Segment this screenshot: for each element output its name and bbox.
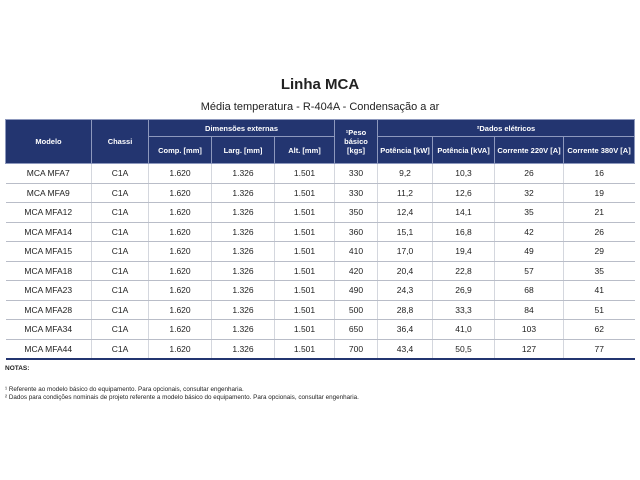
cell-chassi: C1A bbox=[92, 164, 149, 184]
cell-modelo: MCA MFA9 bbox=[6, 183, 92, 203]
cell-corrente-380v: 41 bbox=[564, 281, 635, 301]
cell-comp: 1.620 bbox=[149, 203, 212, 223]
cell-comp: 1.620 bbox=[149, 339, 212, 359]
note-2: ² Dados para condições nominais de projeto referente a modelo básico do equipamento. Para opcionais, consultar engenharia. bbox=[5, 394, 359, 401]
cell-potencia-kva: 10,3 bbox=[433, 164, 495, 184]
cell-corrente-220v: 103 bbox=[495, 320, 564, 340]
cell-chassi: C1A bbox=[92, 300, 149, 320]
header-potencia-kw: Potência [kW] bbox=[378, 137, 433, 164]
cell-chassi: C1A bbox=[92, 183, 149, 203]
cell-larg: 1.326 bbox=[212, 281, 275, 301]
cell-chassi: C1A bbox=[92, 203, 149, 223]
cell-corrente-220v: 35 bbox=[495, 203, 564, 223]
cell-potencia-kw: 20,4 bbox=[378, 261, 433, 281]
cell-comp: 1.620 bbox=[149, 300, 212, 320]
cell-larg: 1.326 bbox=[212, 320, 275, 340]
cell-comp: 1.620 bbox=[149, 281, 212, 301]
table-row bbox=[6, 242, 635, 262]
header-peso: ¹Peso básico [kgs] bbox=[335, 120, 378, 164]
cell-comp: 1.620 bbox=[149, 222, 212, 242]
cell-modelo: MCA MFA34 bbox=[6, 320, 92, 340]
table-row bbox=[6, 261, 635, 281]
cell-larg: 1.326 bbox=[212, 242, 275, 262]
cell-modelo: MCA MFA12 bbox=[6, 203, 92, 223]
cell-potencia-kva: 16,8 bbox=[433, 222, 495, 242]
cell-comp: 1.620 bbox=[149, 261, 212, 281]
table-row bbox=[6, 300, 635, 320]
cell-potencia-kw: 43,4 bbox=[378, 339, 433, 359]
cell-peso: 410 bbox=[335, 242, 378, 262]
cell-corrente-380v: 35 bbox=[564, 261, 635, 281]
cell-potencia-kva: 41,0 bbox=[433, 320, 495, 340]
table-row bbox=[6, 281, 635, 301]
cell-corrente-220v: 68 bbox=[495, 281, 564, 301]
cell-corrente-220v: 49 bbox=[495, 242, 564, 262]
cell-larg: 1.326 bbox=[212, 300, 275, 320]
cell-alt: 1.501 bbox=[275, 339, 335, 359]
cell-larg: 1.326 bbox=[212, 164, 275, 184]
cell-corrente-380v: 19 bbox=[564, 183, 635, 203]
cell-corrente-380v: 29 bbox=[564, 242, 635, 262]
cell-corrente-220v: 84 bbox=[495, 300, 564, 320]
cell-alt: 1.501 bbox=[275, 261, 335, 281]
cell-modelo: MCA MFA7 bbox=[6, 164, 92, 184]
cell-potencia-kva: 19,4 bbox=[433, 242, 495, 262]
cell-peso: 500 bbox=[335, 300, 378, 320]
header-corrente-380v: Corrente 380V [A] bbox=[564, 137, 635, 164]
cell-corrente-380v: 62 bbox=[564, 320, 635, 340]
cell-alt: 1.501 bbox=[275, 222, 335, 242]
header-modelo: Modelo bbox=[6, 120, 92, 164]
cell-chassi: C1A bbox=[92, 261, 149, 281]
cell-potencia-kva: 50,5 bbox=[433, 339, 495, 359]
header-dados-eletricos: ²Dados elétricos bbox=[378, 120, 635, 137]
cell-peso: 330 bbox=[335, 183, 378, 203]
cell-corrente-220v: 127 bbox=[495, 339, 564, 359]
cell-larg: 1.326 bbox=[212, 222, 275, 242]
cell-modelo: MCA MFA15 bbox=[6, 242, 92, 262]
cell-corrente-220v: 32 bbox=[495, 183, 564, 203]
cell-modelo: MCA MFA23 bbox=[6, 281, 92, 301]
spec-table bbox=[5, 119, 635, 360]
header-alt: Alt. [mm] bbox=[275, 137, 335, 164]
table-row bbox=[6, 339, 635, 359]
cell-peso: 350 bbox=[335, 203, 378, 223]
cell-chassi: C1A bbox=[92, 339, 149, 359]
header-comp: Comp. [mm] bbox=[149, 137, 212, 164]
cell-potencia-kw: 17,0 bbox=[378, 242, 433, 262]
cell-potencia-kw: 12,4 bbox=[378, 203, 433, 223]
cell-chassi: C1A bbox=[92, 281, 149, 301]
cell-potencia-kw: 24,3 bbox=[378, 281, 433, 301]
table-row bbox=[6, 164, 635, 184]
cell-modelo: MCA MFA28 bbox=[6, 300, 92, 320]
cell-comp: 1.620 bbox=[149, 164, 212, 184]
cell-peso: 490 bbox=[335, 281, 378, 301]
cell-modelo: MCA MFA44 bbox=[6, 339, 92, 359]
cell-corrente-380v: 21 bbox=[564, 203, 635, 223]
cell-larg: 1.326 bbox=[212, 183, 275, 203]
header-chassi: Chassi bbox=[92, 120, 149, 164]
cell-potencia-kw: 9,2 bbox=[378, 164, 433, 184]
cell-alt: 1.501 bbox=[275, 281, 335, 301]
cell-potencia-kva: 14,1 bbox=[433, 203, 495, 223]
cell-potencia-kva: 12,6 bbox=[433, 183, 495, 203]
cell-corrente-220v: 57 bbox=[495, 261, 564, 281]
cell-alt: 1.501 bbox=[275, 300, 335, 320]
cell-alt: 1.501 bbox=[275, 242, 335, 262]
cell-peso: 330 bbox=[335, 164, 378, 184]
cell-potencia-kw: 36,4 bbox=[378, 320, 433, 340]
cell-corrente-380v: 51 bbox=[564, 300, 635, 320]
cell-potencia-kva: 26,9 bbox=[433, 281, 495, 301]
cell-potencia-kw: 11,2 bbox=[378, 183, 433, 203]
cell-larg: 1.326 bbox=[212, 339, 275, 359]
table-row bbox=[6, 222, 635, 242]
cell-peso: 360 bbox=[335, 222, 378, 242]
header-corrente-220v: Corrente 220V [A] bbox=[495, 137, 564, 164]
cell-alt: 1.501 bbox=[275, 164, 335, 184]
cell-chassi: C1A bbox=[92, 222, 149, 242]
cell-corrente-220v: 42 bbox=[495, 222, 564, 242]
cell-comp: 1.620 bbox=[149, 242, 212, 262]
cell-alt: 1.501 bbox=[275, 320, 335, 340]
cell-corrente-380v: 26 bbox=[564, 222, 635, 242]
cell-modelo: MCA MFA18 bbox=[6, 261, 92, 281]
cell-potencia-kw: 28,8 bbox=[378, 300, 433, 320]
cell-alt: 1.501 bbox=[275, 203, 335, 223]
cell-larg: 1.326 bbox=[212, 261, 275, 281]
cell-potencia-kva: 22,8 bbox=[433, 261, 495, 281]
note-1: ¹ Referente ao modelo básico do equipamento. Para opcionais, consultar engenharia. bbox=[5, 386, 244, 393]
table-row bbox=[6, 320, 635, 340]
page-subtitle: Média temperatura - R-404A - Condensação a ar bbox=[200, 101, 440, 113]
page-title: Linha MCA bbox=[280, 76, 360, 93]
cell-potencia-kva: 33,3 bbox=[433, 300, 495, 320]
cell-peso: 420 bbox=[335, 261, 378, 281]
notes-title: NOTAS: bbox=[5, 365, 30, 372]
cell-comp: 1.620 bbox=[149, 183, 212, 203]
header-potencia-kva: Potência [kVA] bbox=[433, 137, 495, 164]
cell-potencia-kw: 15,1 bbox=[378, 222, 433, 242]
cell-peso: 700 bbox=[335, 339, 378, 359]
header-dimensoes: Dimensões externas bbox=[149, 120, 335, 137]
cell-corrente-220v: 26 bbox=[495, 164, 564, 184]
table-row bbox=[6, 203, 635, 223]
cell-chassi: C1A bbox=[92, 242, 149, 262]
cell-modelo: MCA MFA14 bbox=[6, 222, 92, 242]
cell-peso: 650 bbox=[335, 320, 378, 340]
cell-chassi: C1A bbox=[92, 320, 149, 340]
cell-corrente-380v: 16 bbox=[564, 164, 635, 184]
table-body bbox=[6, 164, 635, 360]
cell-alt: 1.501 bbox=[275, 183, 335, 203]
cell-corrente-380v: 77 bbox=[564, 339, 635, 359]
cell-larg: 1.326 bbox=[212, 203, 275, 223]
table-row bbox=[6, 183, 635, 203]
cell-comp: 1.620 bbox=[149, 320, 212, 340]
header-larg: Larg. [mm] bbox=[212, 137, 275, 164]
